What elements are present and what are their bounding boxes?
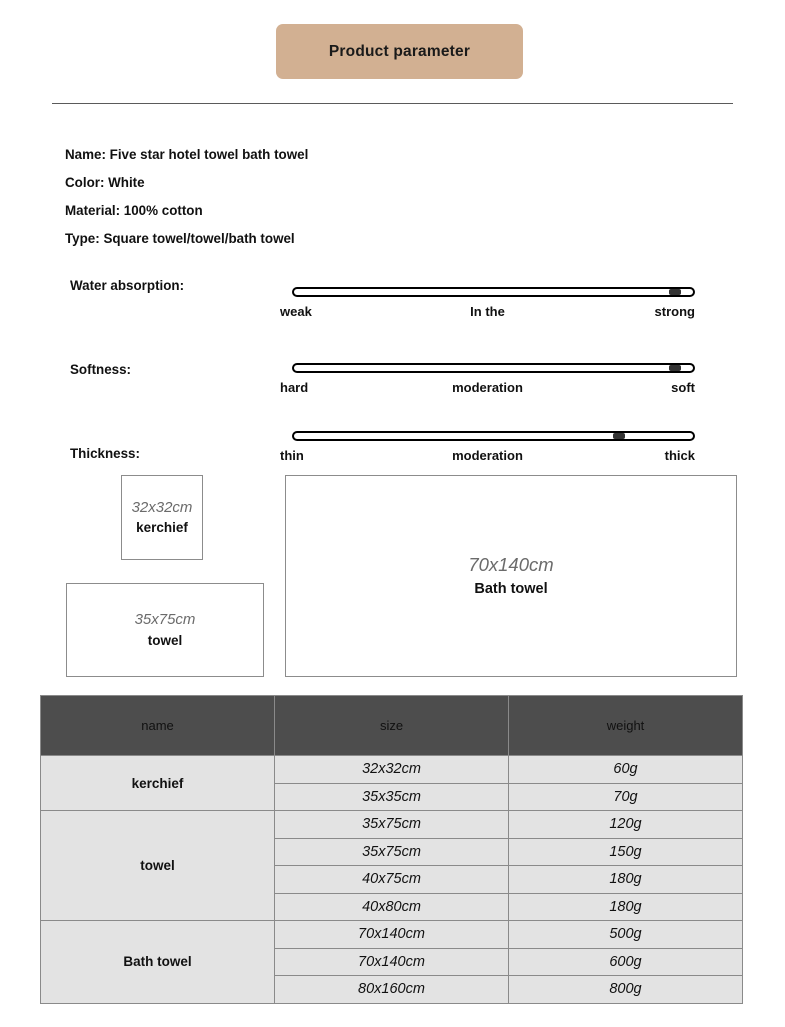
size-box-dimension: 35x75cm (134, 611, 196, 628)
table-cell-size: 70x140cm (275, 921, 509, 949)
size-box-kerchief (121, 475, 203, 560)
column-header-weight: weight (509, 696, 743, 756)
slider-scale-water-absorption (280, 304, 695, 322)
specification-table (40, 695, 743, 1004)
spec-line-type: Type: Square towel/towel/bath towel (65, 231, 295, 246)
table-cell-size: 32x32cm (275, 756, 509, 784)
slider-label-softness: Softness: (70, 362, 132, 377)
table-cell-size: 40x75cm (275, 866, 509, 894)
header-divider (52, 103, 733, 104)
size-box-bath-towel (285, 475, 737, 677)
slider-label-thickness: Thickness: (70, 446, 140, 461)
table-cell-name: kerchief (41, 756, 275, 811)
slider-label-water-absorption: Water absorption: (70, 278, 185, 293)
table-cell-size: 80x160cm (275, 976, 509, 1004)
table-cell-weight: 600g (509, 948, 743, 976)
size-box-towel (66, 583, 264, 677)
table-row (41, 811, 743, 839)
scale-label-low: thin (280, 448, 304, 463)
scale-label-low: hard (280, 380, 309, 395)
table-cell-name: towel (41, 811, 275, 921)
size-box-label: towel (147, 632, 183, 648)
table-cell-weight: 150g (509, 838, 743, 866)
table-cell-size: 35x75cm (275, 838, 509, 866)
slider-scale-softness (280, 380, 695, 398)
table-cell-size: 40x80cm (275, 893, 509, 921)
column-header-size: size (275, 696, 509, 756)
page-title: Product parameter (328, 42, 471, 60)
spec-line-material: Material: 100% cotton (65, 203, 203, 218)
slider-track-thickness[interactable] (292, 431, 695, 441)
table-row (41, 921, 743, 949)
size-box-dimension: 70x140cm (468, 553, 554, 575)
size-box-dimension: 32x32cm (131, 498, 193, 516)
table-cell-weight: 500g (509, 921, 743, 949)
table-header-row (41, 696, 743, 756)
size-box-label: Bath towel (474, 580, 548, 597)
slider-track-water-absorption[interactable] (292, 287, 695, 297)
slider-marker-softness[interactable] (669, 365, 681, 371)
table-cell-weight: 180g (509, 893, 743, 921)
scale-label-high: soft (671, 380, 695, 395)
size-box-label: kerchief (136, 520, 188, 536)
table-cell-weight: 180g (509, 866, 743, 894)
table-cell-weight: 120g (509, 811, 743, 839)
slider-marker-thickness[interactable] (613, 433, 625, 439)
table-row (41, 756, 743, 784)
scale-label-low: weak (280, 304, 312, 319)
scale-label-high: strong (654, 304, 695, 319)
scale-label-mid: moderation (452, 448, 523, 463)
slider-track-softness[interactable] (292, 363, 695, 373)
table-cell-weight: 60g (509, 756, 743, 784)
page-title-banner (276, 24, 523, 79)
slider-marker-water-absorption[interactable] (669, 289, 681, 295)
table-cell-weight: 800g (509, 976, 743, 1004)
table-cell-name: Bath towel (41, 921, 275, 1004)
spec-line-name: Name: Five star hotel towel bath towel (65, 147, 309, 162)
table-cell-size: 35x35cm (275, 783, 509, 811)
table-cell-size: 70x140cm (275, 948, 509, 976)
scale-label-high: thick (664, 448, 695, 463)
scale-label-mid: moderation (452, 380, 523, 395)
column-header-name: name (41, 696, 275, 756)
spec-line-color: Color: White (65, 175, 145, 190)
slider-scale-thickness (280, 448, 695, 466)
table-cell-weight: 70g (509, 783, 743, 811)
scale-label-mid: In the (470, 304, 505, 319)
spec-list (65, 141, 308, 253)
table-cell-size: 35x75cm (275, 811, 509, 839)
